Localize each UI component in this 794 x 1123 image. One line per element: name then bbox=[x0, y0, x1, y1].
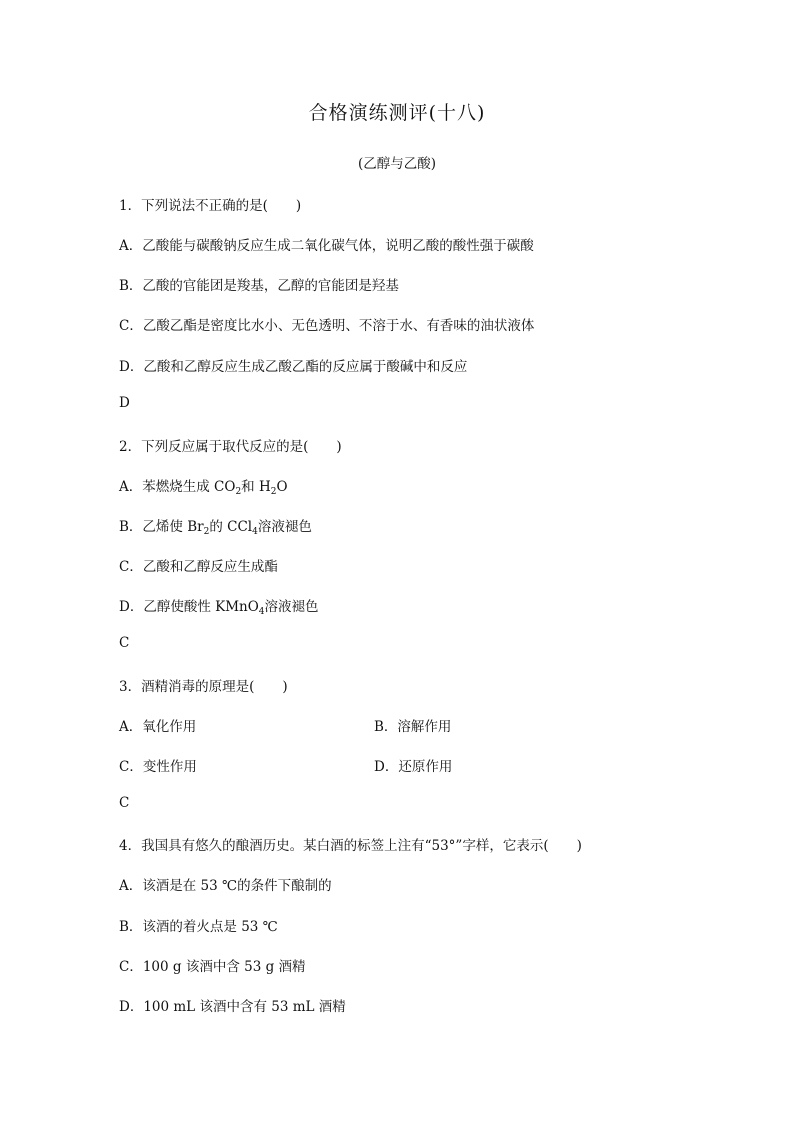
question-3-answer: C bbox=[119, 795, 130, 811]
question-3-option-a: A．氧化作用 bbox=[119, 719, 197, 735]
question-2-stem: 2．下列反应属于取代反应的是( ) bbox=[119, 439, 342, 455]
question-2-option-c: C．乙酸和乙醇反应生成酯 bbox=[119, 559, 278, 575]
question-4-option-a: A．该酒是在 53 ℃的条件下酿制的 bbox=[119, 878, 332, 894]
question-3-option-d: D．还原作用 bbox=[374, 759, 453, 775]
question-4-option-c: C．100 g 该酒中含 53 g 酒精 bbox=[119, 959, 306, 975]
question-2-answer: C bbox=[119, 635, 130, 651]
page-title: 合格演练测评(十八) bbox=[308, 102, 486, 124]
question-3-stem: 3．酒精消毒的原理是( ) bbox=[119, 679, 288, 695]
question-3-option-b: B．溶解作用 bbox=[374, 719, 452, 735]
question-4-stem: 4．我国具有悠久的酿酒历史。某白酒的标签上注有“53°”字样，它表示( ) bbox=[119, 838, 582, 854]
question-2-option-b: B．乙烯使 $Br_2$的 CCl$_4$溶液褪色 bbox=[119, 519, 312, 537]
question-2-option-d: D．乙醇使酸性 KMnO$_4$溶液褪色 bbox=[119, 599, 319, 617]
question-1-option-d: D．乙酸和乙醇反应生成乙酸乙酯的反应属于酸碱中和反应 bbox=[119, 359, 468, 375]
question-1-option-b: B．乙酸的官能团是羧基，乙醇的官能团是羟基 bbox=[119, 278, 399, 294]
question-1-stem: 1．下列说法不正确的是( ) bbox=[119, 198, 302, 214]
question-4-option-b: B．该酒的着火点是 53 ℃ bbox=[119, 919, 278, 935]
question-1-answer: D bbox=[119, 395, 130, 411]
question-1-option-a: A．乙酸能与碳酸钠反应生成二氧化碳气体，说明乙酸的酸性强于碳酸 bbox=[119, 238, 534, 254]
question-2-option-a: A．苯燃烧生成 $CO_2$和 $H_2O$ bbox=[119, 479, 288, 497]
page-subtitle: (乙醇与乙酸) bbox=[357, 156, 437, 172]
question-3-option-c: C．变性作用 bbox=[119, 759, 197, 775]
question-1-option-c: C．乙酸乙酯是密度比水小、无色透明、不溶于水、有香味的油状液体 bbox=[119, 318, 535, 334]
question-4-option-d: D．100 mL 该酒中含有 53 mL 酒精 bbox=[119, 999, 346, 1015]
